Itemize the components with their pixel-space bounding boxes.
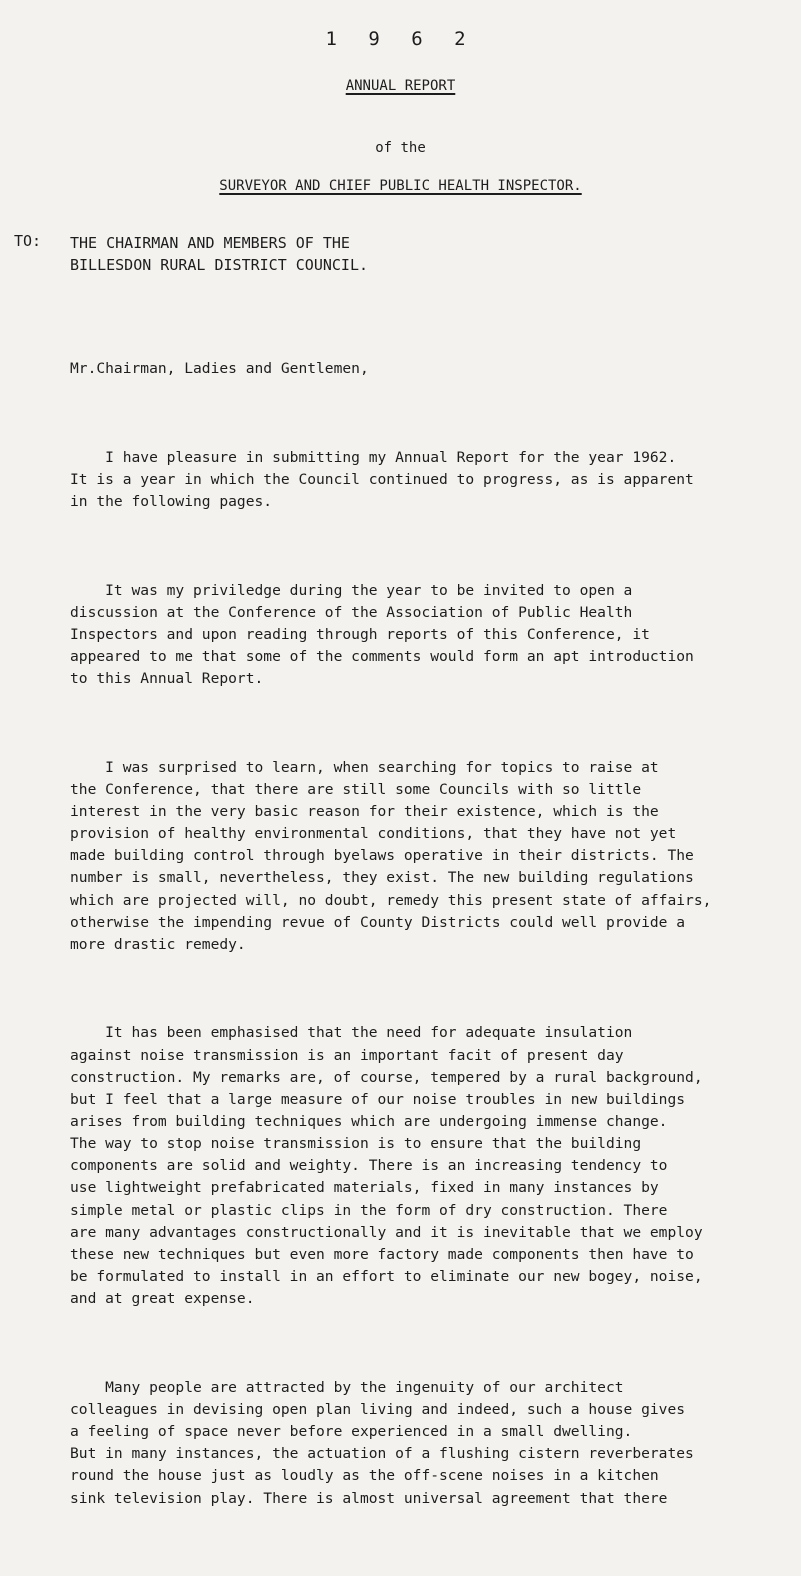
paragraph-2: It was my priviledge during the year to be invited to open a discussion at the Conference of the Association of Public Health Inspectors and upon reading through reports of this Conference, it appeared to me that some of the comments would form an apt introduction to this Annual Report. [70,581,694,688]
addressee [70,232,368,276]
paragraph-5: Many people are attracted by the ingenuity of our architect colleagues in devising open plan living and indeed, such a house gives a feeling of space never before experienced in a small dwelling. But in many instances, the actuation of a flushing cistern reverberates round the house just as loudly as the off-scene noises in a kitchen sink television play. There is almost universal agreement that there [70,1378,694,1507]
report-subtitle-text: SURVEYOR AND CHIEF PUBLIC HEALTH INSPECTOR. [219,178,582,194]
report-title-text: ANNUAL REPORT [345,78,456,94]
report-title [0,78,801,94]
report-body [70,314,794,1576]
paragraph-3: I was surprised to learn, when searching for topics to raise at the Conference, that there are still some Councils with so little interest in the very basic reason for their existence, which is the provision of healthy environmental conditions, that they have not yet made building control through byelaws operative in their districts. The number is small, nevertheless, they exist. The new building regulations which are projected will, no doubt, remedy this present state of affairs, otherwise the impending revue of County Districts could well provide a more drastic remedy. [70,758,712,953]
paragraph-1: I have pleasure in submitting my Annual Report for the year 1962. It is a year in which the Council continued to progress, as is apparent in the following pages. [70,448,694,511]
addressee-line-2: BILLESDON RURAL DISTRICT COUNCIL. [70,256,369,274]
addressee-line-1: THE CHAIRMAN AND MEMBERS OF THE [70,234,350,252]
salutation: Mr.Chairman, Ladies and Gentlemen, [70,360,369,378]
report-year: 1 9 6 2 [325,28,476,50]
report-subtitle [0,178,801,194]
to-label: TO: [14,232,42,250]
paragraph-4: It has been emphasised that the need for adequate insulation against noise transmission is an important facit of present day construction. My remarks are, of course, tempered by a rural background, but I feel that a large measure of our noise troubles in new buildings arises from building techniques which are undergoing immense change. The way to stop noise transmission is to ensure that the building components are solid and weighty. There is an increasing tendency to use lightweight prefabricated materials, fixed in many instances by simple metal or plastic clips in the form of dry construction. There are many advantages constructionally and it is inevitable that we employ these new techniques but even more factory made components then have to be formulated to install in an effort to eliminate our new bogey, noise, and at great expense. [70,1024,703,1308]
of-the-text: of the [375,140,426,156]
